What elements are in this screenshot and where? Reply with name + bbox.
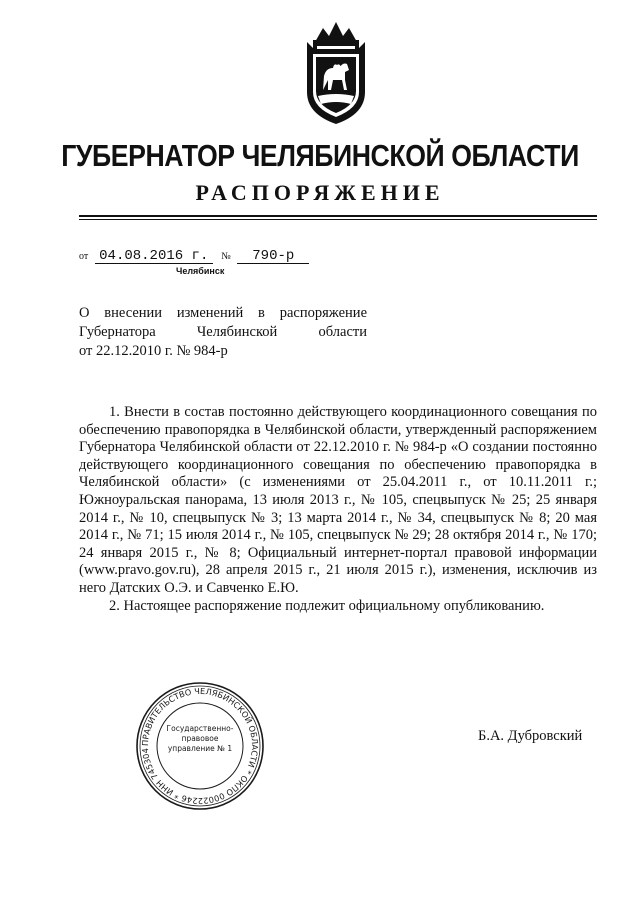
organization-title: ГУБЕРНАТОР ЧЕЛЯБИНСКОЙ ОБЛАСТИ [61,138,579,173]
stamp-outer-text: ПРАВИТЕЛЬСТВО ЧЕЛЯБИНСКОЙ ОБЛАСТИ * ОКПО 00022246 * ИНН 745304 [139,685,261,807]
stamp-seal-icon [134,680,266,812]
document-type: РАСПОРЯЖЕНИЕ [195,180,445,205]
registration-line [79,250,309,264]
stamp-inner-text: Государственно-правовое управление № 1 [166,724,234,753]
header-divider-thin [79,219,597,220]
city: Челябинск [176,266,225,276]
header-divider [79,215,597,217]
document-number: 790-р [237,250,309,264]
date-label: от [79,251,89,262]
subject-line: О внесении изменений в распоряжение [79,305,367,321]
document-body [79,404,597,615]
coat-of-arms-icon [293,18,379,128]
document-subject [79,304,367,361]
signatory-name: Б.А. Дубровский [478,728,583,744]
subject-line: Губернатора Челябинской области [79,324,367,340]
document-date: 04.08.2016 г. [95,250,213,264]
official-stamp [134,680,266,812]
subject-line: от 22.12.2010 г. № 984-р [79,343,228,359]
body-paragraph: 1. Внести в состав постоянно действующего координационного совещания по обеспечению правопорядка в Челябинской области, утвержденный распоряжением Губернатора Челябинской области от 22.12.2010 г. № 984-р «О создании постоянно действующего координационного совещания по обеспечению правопорядка в Челябинской области» (с изменениями от 25.04.2011 г., от 10.11.2011 г.; Южноуральская панорама, 13 июля 2013 г., № 105, спецвыпуск № 25; 25 января 2014 г., № 10, спецвыпуск № 3; 13 марта 2014 г., № 34, спецвыпуск № 8; 20 мая 2014 г., № 71; 15 июля 2014 г., № 105, спецвыпуск № 29; 28 октября 2014 г., № 170; 24 января 2015 г., № 8; Официальный интернет-портал правовой информации (www.pravo.gov.ru), 28 апреля 2015 г., 21 июля 2015 г.), изменения, исключив из него Датских О.Э. и Савченко Е.Ю. [79,404,597,596]
body-paragraph: 2. Настоящее распоряжение подлежит официальному опубликованию. [109,597,545,614]
number-label: № [221,251,231,262]
